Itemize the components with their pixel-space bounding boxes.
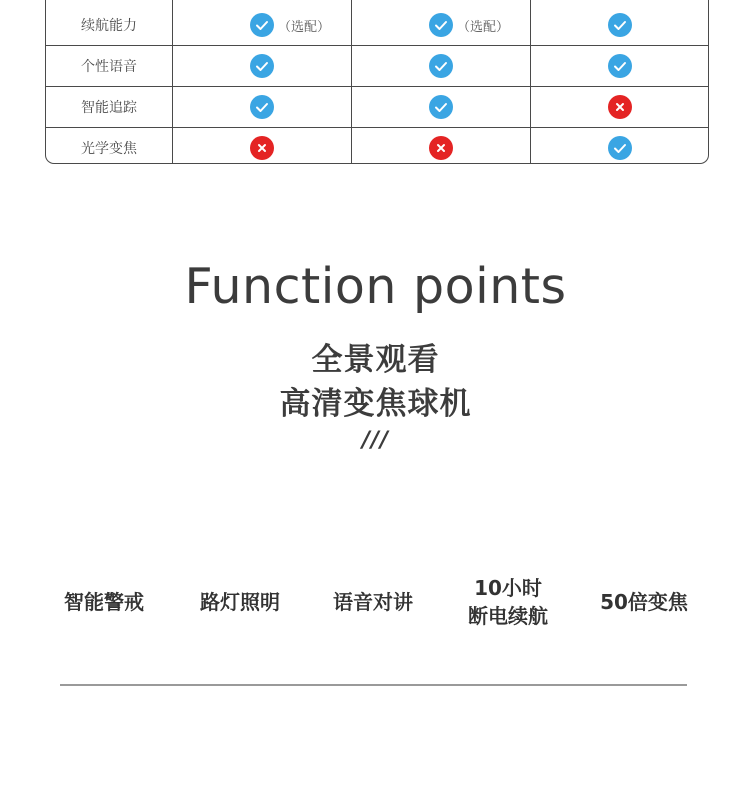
table-row bbox=[46, 87, 708, 128]
page-title: Function points bbox=[184, 258, 567, 315]
table-cell bbox=[352, 46, 531, 86]
feature-label: 智能警戒 bbox=[64, 590, 144, 614]
check-icon bbox=[250, 54, 274, 78]
row-label-cell bbox=[46, 0, 173, 45]
table-cell bbox=[352, 0, 531, 45]
table-cell bbox=[173, 0, 352, 45]
row-label: 智能追踪 bbox=[81, 100, 137, 116]
row-label: 个性语音 bbox=[81, 59, 137, 75]
check-icon bbox=[429, 54, 453, 78]
check-icon bbox=[250, 13, 274, 37]
table-cell bbox=[173, 46, 352, 86]
subtitle-line-1: 全景观看 bbox=[311, 342, 440, 378]
comparison-table bbox=[45, 0, 709, 164]
check-icon bbox=[429, 95, 453, 119]
check-icon bbox=[250, 95, 274, 119]
row-label: 续航能力 bbox=[81, 18, 137, 34]
table-row bbox=[46, 128, 708, 164]
check-icon bbox=[608, 54, 632, 78]
row-label-cell bbox=[46, 87, 173, 127]
check-icon bbox=[608, 136, 632, 160]
feature-item bbox=[600, 572, 688, 632]
feature-label: 断电续航 bbox=[468, 604, 548, 628]
check-icon bbox=[429, 13, 453, 37]
feature-label: 语音对讲 bbox=[333, 590, 413, 614]
table-row bbox=[46, 0, 708, 46]
table-cell bbox=[352, 87, 531, 127]
optional-note: （选配） bbox=[278, 19, 331, 35]
table-row bbox=[46, 46, 708, 87]
slash-decoration: /// bbox=[361, 428, 390, 453]
row-label-cell bbox=[46, 46, 173, 86]
table-cell bbox=[352, 128, 531, 164]
table-cell bbox=[531, 87, 708, 127]
table-cell bbox=[173, 128, 352, 164]
optional-note: （选配） bbox=[457, 19, 510, 35]
feature-list bbox=[0, 572, 751, 632]
feature-label: 10小时 bbox=[474, 576, 542, 600]
table-cell bbox=[531, 128, 708, 164]
row-label-cell bbox=[46, 128, 173, 164]
table-cell bbox=[173, 87, 352, 127]
feature-label: 50倍变焦 bbox=[600, 590, 688, 614]
feature-label: 路灯照明 bbox=[200, 590, 280, 614]
cross-icon bbox=[608, 95, 632, 119]
feature-item bbox=[468, 572, 548, 632]
feature-item bbox=[333, 572, 413, 632]
feature-item bbox=[64, 572, 144, 632]
table-cell bbox=[531, 46, 708, 86]
check-icon bbox=[608, 13, 632, 37]
divider-line bbox=[60, 684, 687, 686]
feature-item bbox=[200, 572, 280, 632]
row-label: 光学变焦 bbox=[81, 141, 137, 157]
cross-icon bbox=[429, 136, 453, 160]
subtitle-line-2: 高清变焦球机 bbox=[279, 386, 472, 422]
table-cell bbox=[531, 0, 708, 45]
cross-icon bbox=[250, 136, 274, 160]
